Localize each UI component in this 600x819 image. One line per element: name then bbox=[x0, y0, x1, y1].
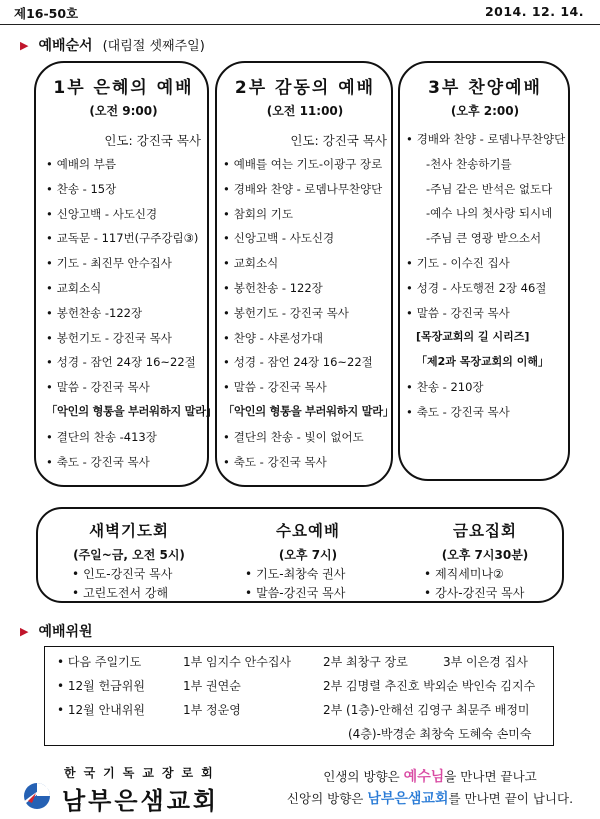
list-item: • 말씀 - 강진국 목사 bbox=[223, 375, 387, 400]
weekday-service-time: (오후 7시) bbox=[278, 548, 338, 562]
weekday-service-time: (오후 7시30분) bbox=[441, 548, 529, 562]
weekday-services-box bbox=[36, 507, 564, 603]
bulletin-date: 2014. 12. 14. bbox=[484, 4, 584, 19]
duty-cell: 3부 이은경 집사 bbox=[443, 655, 528, 669]
list-item: • 신앙고백 - 사도신경 bbox=[46, 202, 201, 227]
list-item: • 교독문 - 117번(구주강림③) bbox=[46, 226, 201, 251]
weekday-service-items bbox=[233, 565, 383, 603]
duty-cell: 2부 (1층)-안해선 김영구 최문주 배정미 bbox=[323, 703, 530, 717]
duty-cell: 1부 권연순 bbox=[183, 679, 241, 693]
list-item: • 찬송 - 210장 bbox=[406, 375, 564, 400]
service-order-list bbox=[223, 152, 394, 474]
list-item: • 봉헌기도 - 강진국 목사 bbox=[46, 326, 201, 351]
list-item: • 성경 - 잠언 24장 16~22절 bbox=[46, 350, 201, 375]
list-item: • 인도-강진국 목사 bbox=[72, 565, 204, 584]
duty-cell: 1부 정운영 bbox=[183, 703, 241, 717]
list-item: • 성경 - 사도행전 2장 46절 bbox=[406, 276, 564, 301]
list-item: • 참회의 기도 bbox=[223, 202, 387, 227]
worship-order-title: 예배순서 bbox=[38, 38, 93, 54]
list-item: • 찬양 - 샤론성가대 bbox=[223, 326, 387, 351]
service-title: 1부 은혜의 예배 bbox=[53, 78, 194, 98]
service-leader: 인도: 강진국 목사 bbox=[290, 133, 387, 148]
duty-row-label: • 12월 안내위원 bbox=[57, 703, 145, 717]
triangle-bullet-icon: ▶ bbox=[20, 39, 29, 52]
list-item: -주님 큰 영광 받으소서 bbox=[426, 231, 542, 246]
weekday-service-title: 새벽기도회 bbox=[89, 522, 169, 540]
motto-line-1: 인생의 방향은 예수님을 만나면 끝나고 bbox=[323, 769, 537, 785]
list-item: • 찬송 - 15장 bbox=[46, 177, 201, 202]
motto bbox=[270, 766, 590, 810]
weekday-service-title: 수요예배 bbox=[276, 522, 340, 540]
weekday-service-wednesday bbox=[233, 519, 383, 603]
list-item: • 축도 - 강진국 목사 bbox=[406, 400, 564, 425]
service-title: 2부 감동의 예배 bbox=[234, 78, 376, 98]
header-divider bbox=[0, 24, 600, 25]
list-item: 「제2과 목장교회의 이해」 bbox=[416, 355, 549, 369]
service-time: (오후 2:00) bbox=[450, 104, 520, 118]
weekday-service-items bbox=[54, 565, 204, 603]
list-item: • 제직세미나② bbox=[424, 565, 560, 584]
list-item: • 교회소식 bbox=[46, 276, 201, 301]
duty-cell: (4층)-박경순 최창숙 도혜숙 손미숙 bbox=[348, 727, 532, 741]
weekday-service-items bbox=[410, 565, 560, 603]
duty-cell: 1부 임지수 안수집사 bbox=[183, 655, 292, 669]
list-item: • 기도 - 최진무 안수집사 bbox=[46, 251, 201, 276]
list-item: • 예배를 여는 기도-이광구 장로 bbox=[223, 152, 387, 177]
church-logo-icon bbox=[22, 781, 52, 811]
service-time: (오전 11:00) bbox=[266, 104, 344, 118]
service-leader: 인도: 강진국 목사 bbox=[104, 133, 201, 148]
motto-highlight: 남부은샘교회 bbox=[367, 791, 449, 807]
service-box-2 bbox=[215, 61, 393, 487]
list-item: 「악인의 형통을 부러워하지 말라」 bbox=[223, 404, 394, 418]
worship-order-heading bbox=[20, 35, 205, 55]
list-item: • 예배의 부름 bbox=[46, 152, 201, 177]
list-item: • 말씀 - 강진국 목사 bbox=[46, 375, 201, 400]
list-item: • 축도 - 강진국 목사 bbox=[46, 450, 201, 475]
list-item: • 교회소식 bbox=[223, 251, 387, 276]
duty-heading bbox=[20, 621, 93, 641]
list-item: • 성경 - 잠언 24장 16~22절 bbox=[223, 350, 387, 375]
list-item: • 말씀-강진국 목사 bbox=[245, 584, 383, 603]
list-item: • 경배와 찬양 - 로뎀나무찬양단 bbox=[406, 127, 564, 152]
list-item: • 봉헌찬송 - 122장 bbox=[223, 276, 387, 301]
list-item: • 축도 - 강진국 목사 bbox=[223, 450, 387, 475]
list-item: • 경배와 찬양 - 로뎀나무찬양단 bbox=[223, 177, 387, 202]
weekday-service-friday bbox=[410, 519, 560, 603]
service-box-3 bbox=[398, 61, 570, 481]
list-item: • 말씀 - 강진국 목사 bbox=[406, 301, 564, 326]
duty-box bbox=[44, 646, 554, 746]
service-box-1 bbox=[34, 61, 217, 487]
list-item: • 결단의 찬송 - 빛이 없어도 bbox=[223, 425, 387, 450]
list-item: 「악인의 형통을 부러워하지 말라」 bbox=[46, 404, 217, 418]
list-item: • 기도-최창숙 권사 bbox=[245, 565, 383, 584]
duty-row-label: • 12월 헌금위원 bbox=[57, 679, 145, 693]
issue-number: 제16-50호 bbox=[14, 6, 79, 21]
list-item: • 고린도전서 강해 bbox=[72, 584, 204, 603]
denomination-name: 한국기독교장로회 bbox=[64, 766, 221, 780]
list-item: • 강사-강진국 목사 bbox=[424, 584, 560, 603]
list-item: • 신앙고백 - 사도신경 bbox=[223, 226, 387, 251]
weekday-service-title: 금요집회 bbox=[453, 522, 517, 540]
list-item: • 기도 - 이수진 집사 bbox=[406, 251, 564, 276]
motto-highlight: 예수님 bbox=[403, 769, 445, 785]
duty-title: 예배위원 bbox=[38, 624, 93, 640]
duty-cell: 2부 김명렬 추진호 박외순 박인숙 김지수 bbox=[323, 679, 536, 693]
list-item: • 봉헌기도 - 강진국 목사 bbox=[223, 301, 387, 326]
list-item: • 결단의 찬송 -413장 bbox=[46, 425, 201, 450]
worship-order-subtitle: (대림절 셋째주일) bbox=[102, 39, 205, 54]
duty-row-label: • 다음 주일기도 bbox=[57, 655, 142, 669]
list-item: -주님 같은 반석은 없도다 bbox=[426, 181, 553, 196]
weekday-service-time: (주일~금, 오전 5시) bbox=[73, 548, 185, 562]
service-title: 3부 찬양예배 bbox=[428, 78, 542, 98]
motto-line-2: 신앙의 방향은 남부은샘교회를 만나면 끝이 납니다. bbox=[286, 791, 574, 807]
list-item: -천사 찬송하기를 bbox=[426, 156, 512, 171]
list-item: [목장교회의 길 시리즈] bbox=[416, 330, 530, 344]
church-name: 남부은샘교회 bbox=[62, 787, 220, 815]
triangle-bullet-icon: ▶ bbox=[20, 625, 29, 638]
list-item: -예수 나의 첫사랑 되시네 bbox=[426, 206, 553, 221]
duty-cell: 2부 최창구 장로 bbox=[323, 655, 408, 669]
service-time: (오전 9:00) bbox=[89, 104, 158, 118]
service-order-list bbox=[46, 152, 217, 474]
weekday-service-dawn bbox=[54, 519, 204, 603]
list-item: • 봉헌찬송 -122장 bbox=[46, 301, 201, 326]
service-order-list bbox=[406, 127, 564, 425]
